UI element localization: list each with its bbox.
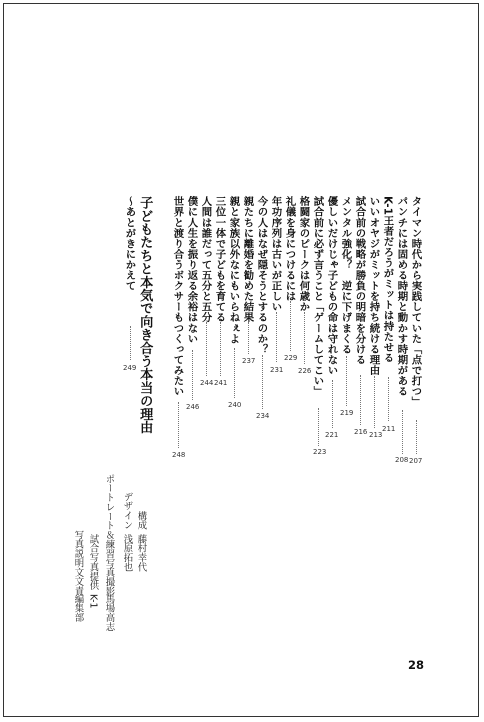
- toc-leader: [388, 377, 389, 421]
- toc-leader: [304, 312, 305, 364]
- toc-entry-title: 礼儀を身につけるには: [283, 196, 296, 302]
- toc-entry-page: 208: [395, 456, 409, 464]
- toc-entry-title: 三位一体で子どもを育てる: [213, 196, 226, 323]
- toc-leader: [248, 322, 249, 354]
- toc-entry-page: 231: [270, 366, 284, 374]
- toc-leader: [130, 326, 131, 360]
- toc-entry-title: パンチには固める時期と動かす時期がある: [395, 196, 408, 397]
- toc-entry-title: 今の人はなぜ隠そうとするのか？: [255, 196, 268, 355]
- toc-leader: [220, 322, 221, 376]
- toc-entry-title: 人間は誰だって五分と五分: [199, 196, 212, 323]
- toc-leader: [416, 420, 417, 454]
- toc-leader: [318, 408, 319, 446]
- toc-entry-page: 213: [369, 431, 383, 439]
- credit-role: ポートレート＆練習写真撮影: [103, 474, 115, 597]
- toc-leader: [374, 376, 375, 428]
- credit-name: 浅原拓也: [121, 534, 133, 572]
- toc-entry-title: 年功序列は古いが正しい: [269, 196, 282, 313]
- toc-entry-title: タイマン時代から実践していた「点で打つ」: [409, 196, 422, 407]
- toc-entry-page: 221: [325, 431, 339, 439]
- toc-entry-page: 211: [382, 425, 396, 433]
- toc-entry-page: 229: [284, 354, 298, 362]
- toc-entry-page: 207: [409, 457, 423, 465]
- credit-name: K-1: [87, 594, 99, 609]
- toc-entry-title: 親と家族以外なにもいらねぇよ: [227, 196, 240, 344]
- credit-name: 編集部: [72, 594, 84, 623]
- toc-entry-title: いいオヤジがミットを持ち続ける理由: [367, 196, 380, 376]
- toc-entry-title: 試合前に必ず言うこと「ゲームしてこい」: [311, 196, 324, 397]
- toc-entry-page: 234: [256, 412, 270, 420]
- credit-role: 試合写真提供: [87, 533, 99, 590]
- toc-entry-page: 237: [242, 357, 256, 365]
- toc-entry-page: 216: [354, 428, 368, 436]
- toc-leader: [206, 322, 207, 376]
- toc-entry-title: 試合前の戦略が勝負の明暗を分ける: [353, 196, 366, 365]
- toc-entry-page: 219: [340, 409, 354, 417]
- toc-entry-title: 格闘家のピークは何歳か: [297, 196, 310, 313]
- toc-entry-title: メンタル強化？ 逆に下げまくる: [339, 196, 352, 355]
- toc-entry-page: 241: [214, 379, 228, 387]
- toc-leader: [234, 348, 235, 398]
- afterword-title: 子どもたちと本気で向き合う本当の理由: [137, 196, 153, 434]
- toc-entry-title: 僕に人生を振り返る余裕はない: [185, 196, 198, 344]
- toc-entry-title: 親たちに離婚を勧めた結果: [241, 196, 254, 323]
- toc-leader: [178, 402, 179, 448]
- toc-leader: [346, 356, 347, 406]
- page-number: 28: [408, 658, 425, 672]
- toc-entry-page: 244: [200, 379, 214, 387]
- toc-entry-page: 246: [186, 403, 200, 411]
- credit-role: デザイン: [121, 492, 133, 530]
- toc-entry-title: 優しいだけじゃ子どもの命は守れない: [325, 196, 338, 376]
- toc-leader: [262, 355, 263, 409]
- toc-entry-page: 240: [228, 401, 242, 409]
- toc-leader: [402, 410, 403, 454]
- toc-entry-page: 223: [313, 448, 327, 456]
- toc-entry-page: 226: [298, 367, 312, 375]
- toc-entry-title: 世界と渡り合うボクサーもつくってみたい: [171, 196, 184, 397]
- credit-role: 構成: [135, 511, 147, 530]
- toc-leader: [332, 380, 333, 428]
- afterword-page: 249: [123, 364, 137, 372]
- toc-entry-page: 248: [172, 451, 186, 459]
- toc-leader: [360, 375, 361, 425]
- toc-entry-title: K-1王者だろうがミットは持たせる: [381, 196, 394, 363]
- afterword-subtitle: ～あとがきにかえて: [123, 196, 136, 291]
- toc-leader: [276, 312, 277, 362]
- credit-role: 写真説明文文責: [72, 530, 84, 596]
- credit-name: 藤村幸代: [135, 534, 147, 572]
- toc-leader: [192, 350, 193, 400]
- credit-name: 馬場高志: [103, 594, 115, 632]
- toc-leader: [290, 301, 291, 351]
